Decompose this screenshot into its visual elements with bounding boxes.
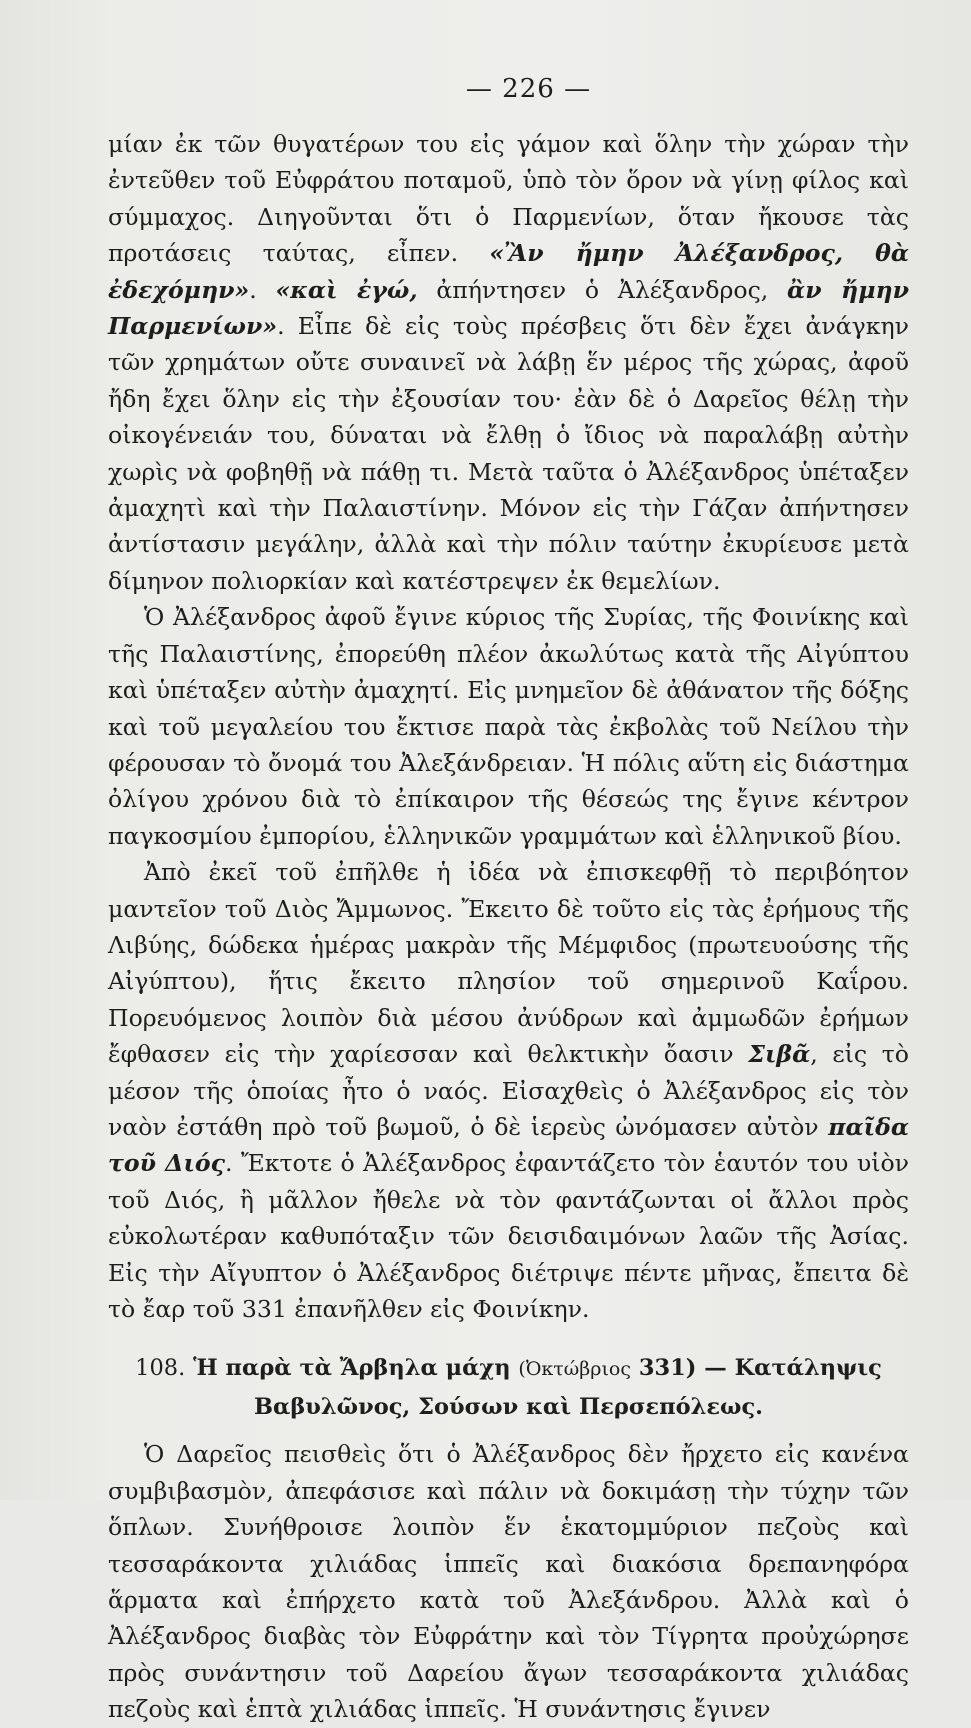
text-run: . Εἶπε δὲ εἰς τοὺς πρέσβεις ὅτι δὲν ἔχει ἀνάγκην τῶν χρημάτων οὔτε συναινεῖ νὰ λάβῃ ἕν μέρος τῆς χώρας, ἀφοῦ ἤδη ἔχει ὅλην εἰς τὴν ἐξουσίαν του· ἐὰν δὲ ὁ Δαρεῖος θέλῃ τὴν οἰκογένειάν του, δύναται νὰ ἔλθῃ ὁ ἴδιος νὰ παραλάβῃ αὐτὴν χωρὶς νὰ φοβηθῇ νὰ πάθῃ τι. Μετὰ ταῦτα ὁ Ἀλέξανδρος ὑπέταξεν ἀμαχητὶ καὶ τὴν Παλαιστίνην. Μόνον εἰς τὴν Γάζαν ἀπήντησεν ἀντίστασιν μεγάλην, ἀλλὰ καὶ τὴν πόλιν ταύτην ἐκυρίευσε μετὰ δίμηνον πολιορκίαν καὶ κατέστρεψεν ἐκ θεμελίων. [108,312,909,595]
emphasis-son-of-zeus: παῖδα τοῦ Διός [108,1112,909,1178]
page-number: — 226 — [465,74,592,104]
section-title-part-1: Ἡ παρὰ τὰ Ἄρβηλα μάχη [193,1355,511,1382]
section-year: 331) [638,1355,697,1382]
text-run: μίαν ἐκ τῶν θυγατέρων του εἰς γάμον καὶ ὅλην τὴν χώραν τὴν ἐντεῦθεν τοῦ Εὐφράτου ποταμοῦ, ὑπὸ τὸν ὅρον νὰ γίνῃ φίλος καὶ σύμμαχος. Διηγοῦνται ὅτι ὁ Παρμενίων, ὅταν ἤκουσε τὰς προτάσεις ταύτας, εἶπεν. [108,130,909,268]
quote-parmenion: «Ἂν ἤμην Ἀλέξανδρος, θὰ ἐδεχόμην» [108,239,909,304]
section-date: (Ὀκτώβριος [518,1358,631,1381]
quote-alexander-start: «καὶ ἐγώ, [275,275,418,304]
text-run: . Ἔκτοτε ὁ Ἀλέξανδρος ἐφαντάζετο τὸν ἑαυτόν του υἱὸν τοῦ Διός, ἢ μᾶλλον ἤθελε νὰ τὸν φαντάζωνται οἱ ἄλλοι πρὸς εὐκολωτέραν καθυπόταξιν τῶν δεισιδαιμόνων λαῶν τῆς Ἀσίας. Εἰς τὴν Αἴγυπτον ὁ Ἀλέξανδρος διέτριψε πέντε μῆνας, ἔπειτα δὲ τὸ ἔαρ τοῦ 331 ἐπανῆλθεν εἰς Φοινίκην. [108,1149,909,1323]
text-run: Ἀπὸ ἐκεῖ τοῦ ἐπῆλθε ἡ ἰδέα νὰ ἐπισκεφθῇ τὸ περιβόητον μαντεῖον τοῦ Διὸς Ἄμμωνος. Ἔκειτο δὲ τοῦτο εἰς τὰς ἐρήμους τῆς Λιβύης, δώδεκα ἡμέρας μακρὰν τῆς Μέμφιδος (πρωτευούσης τῆς Αἰγύπτου), ἥτις ἔκειτο πλησίον τοῦ σημερινοῦ Καΐρου. Πορευόμενος λοιπὸν διὰ μέσου ἀνύδρων καὶ ἀμμωδῶν ἐρήμων ἔφθασεν εἰς τὴν χαρίεσσαν καὶ θελκτικὴν ὄασιν [108,858,909,1069]
text-run: . [249,275,276,304]
text-run: ἀπήντησεν ὁ Ἀλέξανδρος, [417,275,788,304]
paragraph-darius: Ὁ Δαρεῖος πεισθεὶς ὅτι ὁ Ἀλέξανδρος δὲν ἤρχετο εἰς κανένα συμβιβασμὸν, ἀπεφάσισε καὶ πάλιν νὰ δοκιμάσῃ τὴν τύχην τῶν ὅπλων. Συνήθροισε λοιπὸν ἕν ἑκατομμύριον πεζοὺς καὶ τεσσαράκοντα χιλιάδας ἱππεῖς καὶ διακόσια δρεπανηφόρα ἅρματα καὶ ἐπήρχετο κατὰ τοῦ Ἀλεξάνδρου. Ἀλλὰ καὶ ὁ Ἀλέξανδρος διαβὰς τὸν Εὐφράτην καὶ τὸν Τίγρητα προὐχώρησε πρὸς συνάντησιν τοῦ Δαρείου ἄγων τεσσαράκοντα χιλιάδας πεζοὺς καὶ ἑπτὰ χιλιάδας ἱππεῖς. Ἡ συνάντησις ἔγινεν [108,1440,909,1724]
section-heading [108,1349,909,1426]
section-title-part-3: Βαβυλῶνος, Σούσων καὶ Περσεπόλεως. [254,1394,763,1421]
paragraph-egypt: Ὁ Ἀλέξανδρος ἀφοῦ ἔγινε κύριος τῆς Συρίας, τῆς Φοινίκης καὶ τῆς Παλαιστίνης, ἐπορεύθη πλέον ἀκωλύτως κατὰ τῆς Αἰγύπτου καὶ ὑπέταξεν αὐτὴν ἀμαχητί. Εἰς μνημεῖον δὲ ἀθάνατον τῆς δόξης καὶ τοῦ μεγαλείου του ἔκτισε παρὰ τὰς ἐκβολὰς τοῦ Νείλου τὴν φέρουσαν τὸ ὄνομά του Ἀλεξάνδρειαν. Ἡ πόλις αὕτη εἰς διάστημα ὀλίγου χρόνου διὰ τὸ ἐπίκαιρον τῆς θέσεώς της ἔγινε κέντρον παγκοσμίου ἐμπορίου, ἑλληνικῶν γραμμάτων καὶ ἑλληνικοῦ βίου. [108,603,909,850]
emphasis-siwa: Σιβᾶ [748,1040,811,1069]
quote-alexander-end: ἂν ἤμην Παρμενίων» [108,275,909,341]
page-body [108,126,909,1728]
section-number: 108. [135,1355,186,1382]
paragraph-ammon [108,854,909,1327]
section-title-part-2: — Κατάληψις [704,1355,882,1382]
paragraph-continuation [108,126,909,599]
text-run: , εἰς τὸ μέσον τῆς ὁποίας ἦτο ὁ ναός. Εἰσαχθεὶς ὁ Ἀλέξανδρος εἰς τὸν ναὸν ἐστάθη πρὸ τοῦ βωμοῦ, ὁ δὲ ἱερεὺς ὠνόμασεν αὐτὸν [108,1040,909,1141]
